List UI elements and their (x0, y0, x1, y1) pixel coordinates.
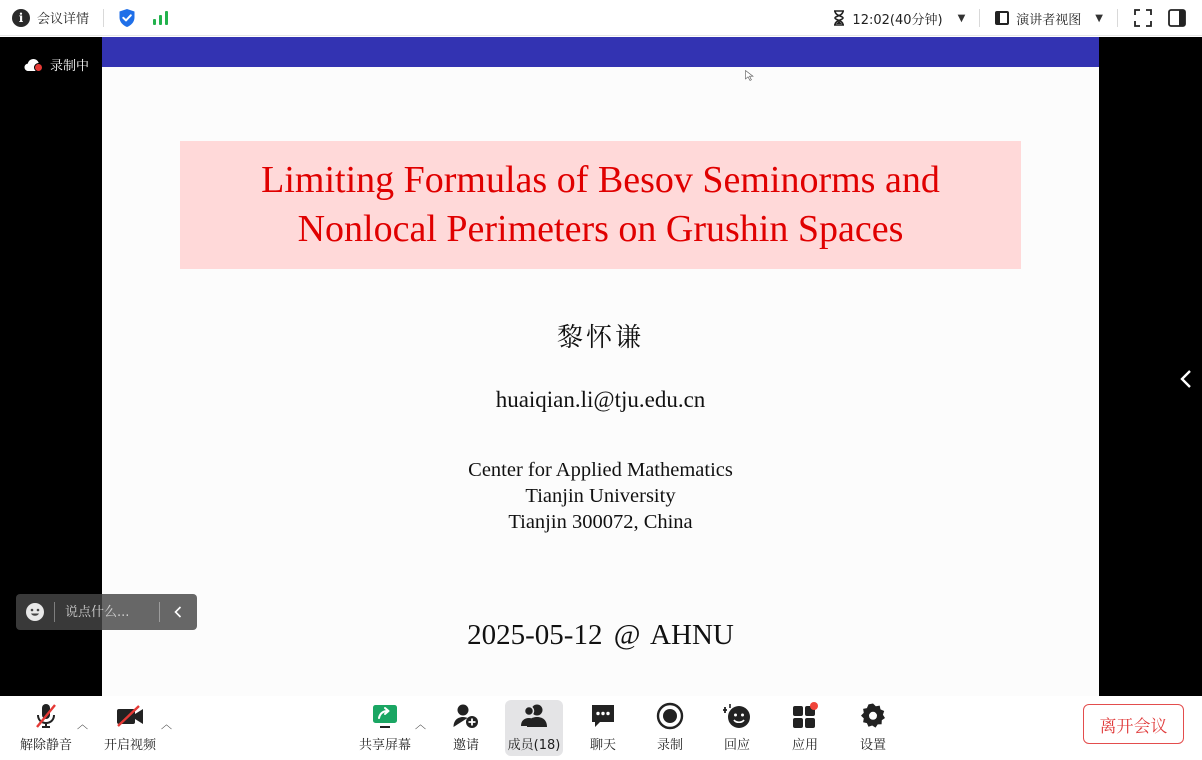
reaction-icon (722, 702, 752, 730)
expand-side-panel-button[interactable] (1176, 367, 1196, 391)
shield-icon[interactable] (118, 8, 136, 28)
affiliation-line: Tianjin 300072, China (508, 511, 693, 533)
fullscreen-button[interactable] (1132, 7, 1154, 29)
emoji-button[interactable] (16, 594, 54, 630)
slide-affiliation (102, 457, 1099, 535)
top-bar (0, 0, 1202, 36)
record-icon (656, 702, 684, 730)
mouse-cursor-icon (745, 70, 754, 81)
share-screen-label: 共享屏幕 (358, 738, 411, 753)
chevron-down-icon: ▼ (1095, 12, 1103, 24)
camera-off-icon (115, 704, 145, 728)
meeting-details-label: 会议详情 (37, 12, 90, 27)
affiliation-line: Tianjin University (525, 485, 676, 507)
hourglass-icon (833, 10, 845, 26)
bottom-toolbar (0, 696, 1202, 760)
collapse-chat-button[interactable] (160, 594, 196, 630)
members-icon (519, 702, 549, 730)
side-panel-toggle-button[interactable] (1166, 7, 1188, 29)
unmute-button[interactable] (16, 700, 76, 756)
members-label: 成员(18) (507, 738, 561, 753)
timer-label: 12:02(40分钟) (852, 12, 943, 28)
invite-button[interactable] (442, 700, 490, 756)
recording-indicator (24, 55, 89, 74)
affiliation-line: Center for Applied Mathematics (468, 459, 733, 481)
view-mode-label: 演讲者视图 (1016, 12, 1082, 28)
slide-title-box (180, 141, 1021, 269)
invite-user-icon (452, 702, 480, 730)
fullscreen-icon (1134, 9, 1152, 27)
start-video-button[interactable] (100, 700, 160, 756)
leave-meeting-button[interactable]: 离开会议 (1083, 704, 1184, 744)
invite-label: 邀请 (452, 738, 479, 753)
react-label: 回应 (723, 738, 750, 753)
side-panel-icon (1168, 9, 1186, 27)
slide-title: Limiting Formulas of Besov Seminorms and Nonlocal Perimeters on Grushin Spaces (261, 159, 940, 250)
divider (979, 9, 980, 27)
chat-input[interactable] (55, 594, 159, 630)
record-label: 录制 (656, 738, 683, 753)
shared-screen-stage (0, 37, 1202, 696)
chevron-down-icon: ▼ (957, 12, 966, 24)
share-screen-icon (371, 702, 399, 730)
record-button[interactable] (647, 700, 693, 756)
chevron-left-icon (174, 606, 182, 618)
settings-button[interactable] (850, 700, 896, 756)
video-options-chevron-icon[interactable]: ︿ (161, 718, 172, 731)
chat-button[interactable] (580, 700, 626, 756)
slide-header-bar (102, 37, 1099, 67)
smiley-icon (25, 602, 45, 622)
chevron-left-icon (1180, 369, 1192, 389)
apps-button[interactable] (782, 700, 828, 756)
info-icon: i (12, 9, 30, 27)
view-mode-button[interactable] (994, 9, 1103, 28)
slide-email: huaiqian.li@tju.edu.cn (495, 387, 706, 412)
start-video-label: 开启视频 (103, 738, 156, 753)
settings-label: 设置 (859, 738, 886, 753)
apps-label: 应用 (791, 738, 818, 753)
meeting-details-button[interactable] (12, 8, 89, 27)
microphone-muted-icon (33, 702, 59, 730)
apps-grid-icon (791, 702, 819, 730)
share-screen-button[interactable] (355, 700, 415, 756)
gear-icon (859, 702, 887, 730)
slide-date-venue: 2025-05-12 @ AHNU (467, 619, 734, 651)
slide-author: 黎怀谦 (556, 323, 644, 353)
share-options-chevron-icon[interactable]: ︿ (415, 718, 426, 731)
divider (1117, 9, 1118, 27)
chat-label: 聊天 (589, 738, 616, 753)
presentation-slide (102, 37, 1099, 696)
meeting-timer[interactable] (833, 9, 965, 28)
members-button[interactable] (505, 700, 563, 756)
recording-label: 录制中 (50, 59, 90, 74)
audio-options-chevron-icon[interactable]: ︿ (77, 718, 88, 731)
chat-bubble-icon (589, 702, 617, 730)
signal-strength-icon[interactable] (152, 10, 170, 26)
quick-chat-bar (16, 594, 197, 630)
cloud-recording-icon (24, 58, 44, 72)
speaker-view-icon (994, 10, 1010, 26)
unmute-label: 解除静音 (19, 738, 72, 753)
divider (103, 9, 104, 27)
react-button[interactable] (714, 700, 760, 756)
